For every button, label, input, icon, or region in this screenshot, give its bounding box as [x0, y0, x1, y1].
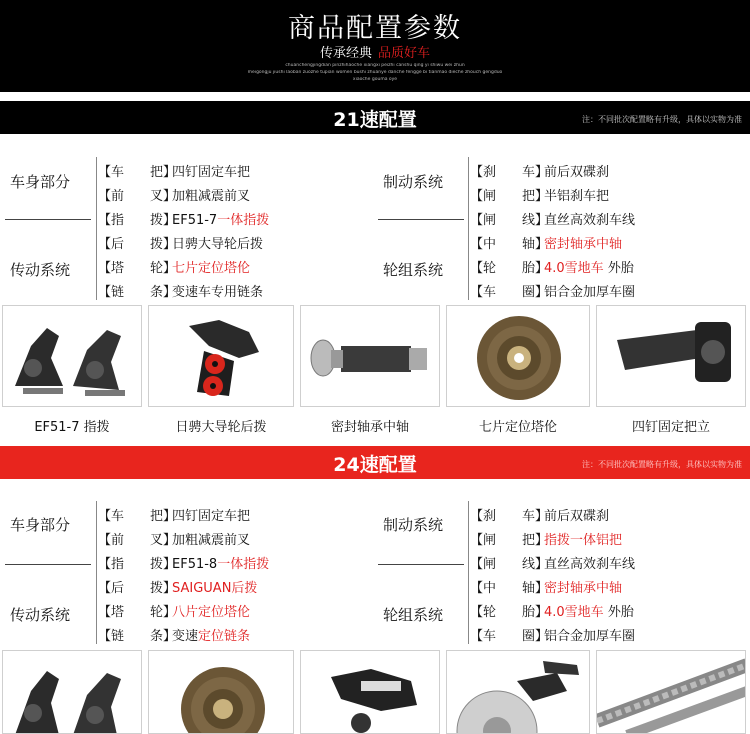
spec-key: 【链 条】 [98, 629, 177, 644]
section-21-band [0, 101, 750, 134]
group-body: 车身部分 [10, 173, 71, 191]
spec-row-rim [470, 281, 635, 300]
group-divider [378, 564, 464, 565]
spec-key: 【轮 胎】 [470, 261, 549, 276]
spec-value-tail: 外胎 [603, 261, 634, 276]
spec-row-fork [98, 529, 250, 548]
product-caption: 七片定位塔伦 [478, 420, 557, 435]
spec-value-tail: 外胎 [603, 605, 634, 620]
spec-value: EF51-7 [172, 213, 218, 228]
product-image-freewheel [148, 650, 294, 734]
spec-value: 日骋大导轮后拨 [172, 237, 264, 252]
table-divider [96, 501, 97, 644]
spec-key: 【闸 线】 [470, 213, 549, 228]
spec-key: 【刹 车】 [470, 509, 549, 524]
spec-value-highlight: 指拨一体铝把 [544, 533, 623, 548]
subtitle-quality: 品质好车 [378, 46, 431, 61]
product-image-rear-derailleur [300, 650, 440, 734]
spec-value: 变速 [172, 629, 199, 644]
spec-row-rim [470, 625, 635, 644]
product-image-shifter [2, 650, 142, 734]
spec-value: 加粗减震前叉 [172, 533, 251, 548]
product-image-freewheel [446, 305, 590, 407]
spec-key: 【车 圈】 [470, 285, 549, 300]
table-divider [468, 501, 469, 644]
header-tiny-line-3: xiaoche gouma oye [352, 77, 398, 82]
product-image-bottom-bracket [300, 305, 440, 407]
spec-value-highlight: 密封轴承中轴 [544, 237, 623, 252]
spec-value-highlight: 八片定位塔伦 [172, 605, 251, 620]
group-brakes: 制动系统 [383, 516, 444, 534]
spec-key: 【车 把】 [98, 165, 177, 180]
spec-value: 直丝高效刹车线 [544, 557, 636, 572]
section-24-note: 注：不同批次配置略有升级，具体以实物为准 [582, 460, 742, 469]
product-image-rear-derailleur [148, 305, 294, 407]
group-drivetrain: 传动系统 [10, 261, 71, 279]
spec-value-highlight: 4.0雪地车 [544, 261, 604, 276]
spec-key: 【车 把】 [98, 509, 177, 524]
group-body: 车身部分 [10, 516, 71, 534]
product-image-chain [596, 650, 746, 734]
spec-key: 【前 叉】 [98, 189, 177, 204]
table-divider [96, 157, 97, 300]
spec-value-highlight: SAIGUAN后拨 [172, 581, 258, 596]
spec-value: 铝合金加厚车圈 [544, 285, 636, 300]
product-caption: 密封轴承中轴 [330, 420, 409, 435]
spec-value: 铝合金加厚车圈 [544, 629, 636, 644]
product-caption: 日骋大导轮后拨 [175, 420, 267, 435]
product-image-disc-brake [446, 650, 590, 734]
group-drivetrain: 传动系统 [10, 606, 71, 624]
spec-row-brake-lever [470, 529, 622, 548]
spec-value: 前后双碟刹 [544, 509, 610, 524]
spec-value-highlight: 定位链条 [198, 629, 251, 644]
spec-row-brake-cable [470, 553, 635, 572]
spec-row-handlebar [98, 161, 250, 180]
spec-key: 【中 轴】 [470, 581, 549, 596]
spec-value-highlight: 七片定位塔伦 [172, 261, 251, 276]
spec-key: 【前 叉】 [98, 533, 177, 548]
section-24-band [0, 446, 750, 479]
spec-value: 四钉固定车把 [172, 509, 251, 524]
group-wheels: 轮组系统 [383, 606, 444, 624]
spec-value: 四钉固定车把 [172, 165, 251, 180]
spec-value-highlight: 密封轴承中轴 [544, 581, 623, 596]
spec-value-highlight: 一体指拨 [217, 213, 270, 228]
product-image-shifter [2, 305, 142, 407]
group-divider [5, 219, 91, 220]
page-subtitle [0, 42, 750, 61]
spec-key: 【塔 轮】 [98, 605, 177, 620]
group-brakes: 制动系统 [383, 173, 444, 191]
header-tiny-line-2: meigongju jiushi laoban zuozhe tupian women bushi zhuanye danche fengge bi tianmao dieche zhouch gengduo [247, 70, 503, 75]
product-caption: 四钉固定把立 [631, 420, 710, 435]
section-24-title: 24速配置 [333, 454, 417, 476]
spec-key: 【后 拨】 [98, 237, 177, 252]
spec-row-derailleur [98, 577, 257, 596]
spec-value-highlight: 一体指拨 [217, 557, 270, 572]
spec-row-tire [470, 257, 634, 276]
spec-value: 变速车专用链条 [172, 285, 264, 300]
spec-key: 【刹 车】 [470, 165, 549, 180]
spec-value: 加粗减震前叉 [172, 189, 251, 204]
spec-key: 【后 拨】 [98, 581, 177, 596]
spec-row-brake [470, 161, 609, 180]
spec-key: 【车 圈】 [470, 629, 549, 644]
spec-row-bottom-bracket [470, 233, 622, 252]
header-tiny-line-1: chuanchengjingdian pinzhihaoche xiangxi peizhi canshu qing yi shiwu wei zhun [285, 63, 465, 68]
spec-row-tire [470, 601, 634, 620]
spec-key: 【链 条】 [98, 285, 177, 300]
group-wheels: 轮组系统 [383, 261, 444, 279]
spec-row-handlebar [98, 505, 250, 524]
spec-value: 半铝刹车把 [544, 189, 610, 204]
spec-value-highlight: 4.0雪地车 [544, 605, 604, 620]
spec-value: 直丝高效刹车线 [544, 213, 636, 228]
spec-key: 【闸 把】 [470, 189, 549, 204]
group-divider [378, 219, 464, 220]
table-divider [468, 157, 469, 300]
spec-row-brake [470, 505, 609, 524]
spec-key: 【塔 轮】 [98, 261, 177, 276]
section-21-note: 注：不同批次配置略有升级，具体以实物为准 [582, 115, 742, 124]
section-21-title: 21速配置 [333, 109, 417, 131]
product-image-stem [596, 305, 746, 407]
spec-row-brake-lever [470, 185, 609, 204]
spec-row-brake-cable [470, 209, 635, 228]
spec-value: 前后双碟刹 [544, 165, 610, 180]
spec-row-freewheel [98, 601, 250, 620]
spec-row-fork [98, 185, 250, 204]
spec-key: 【指 拨】 [98, 213, 177, 228]
spec-value: EF51-8 [172, 557, 218, 572]
group-divider [5, 564, 91, 565]
spec-key: 【指 拨】 [98, 557, 177, 572]
page-title: 商品配置参数 [288, 13, 462, 44]
spec-row-chain [98, 625, 250, 644]
spec-key: 【闸 把】 [470, 533, 549, 548]
spec-row-freewheel [98, 257, 250, 276]
spec-row-derailleur [98, 233, 263, 252]
spec-row-shifter [98, 553, 269, 572]
subtitle-classic: 传承经典 [319, 46, 372, 61]
spec-row-bottom-bracket [470, 577, 622, 596]
spec-key: 【闸 线】 [470, 557, 549, 572]
spec-row-shifter [98, 209, 269, 228]
spec-key: 【轮 胎】 [470, 605, 549, 620]
spec-row-chain [98, 281, 263, 300]
page-header [0, 0, 750, 92]
spec-key: 【中 轴】 [470, 237, 549, 252]
product-caption: EF51-7 指拨 [34, 420, 110, 435]
